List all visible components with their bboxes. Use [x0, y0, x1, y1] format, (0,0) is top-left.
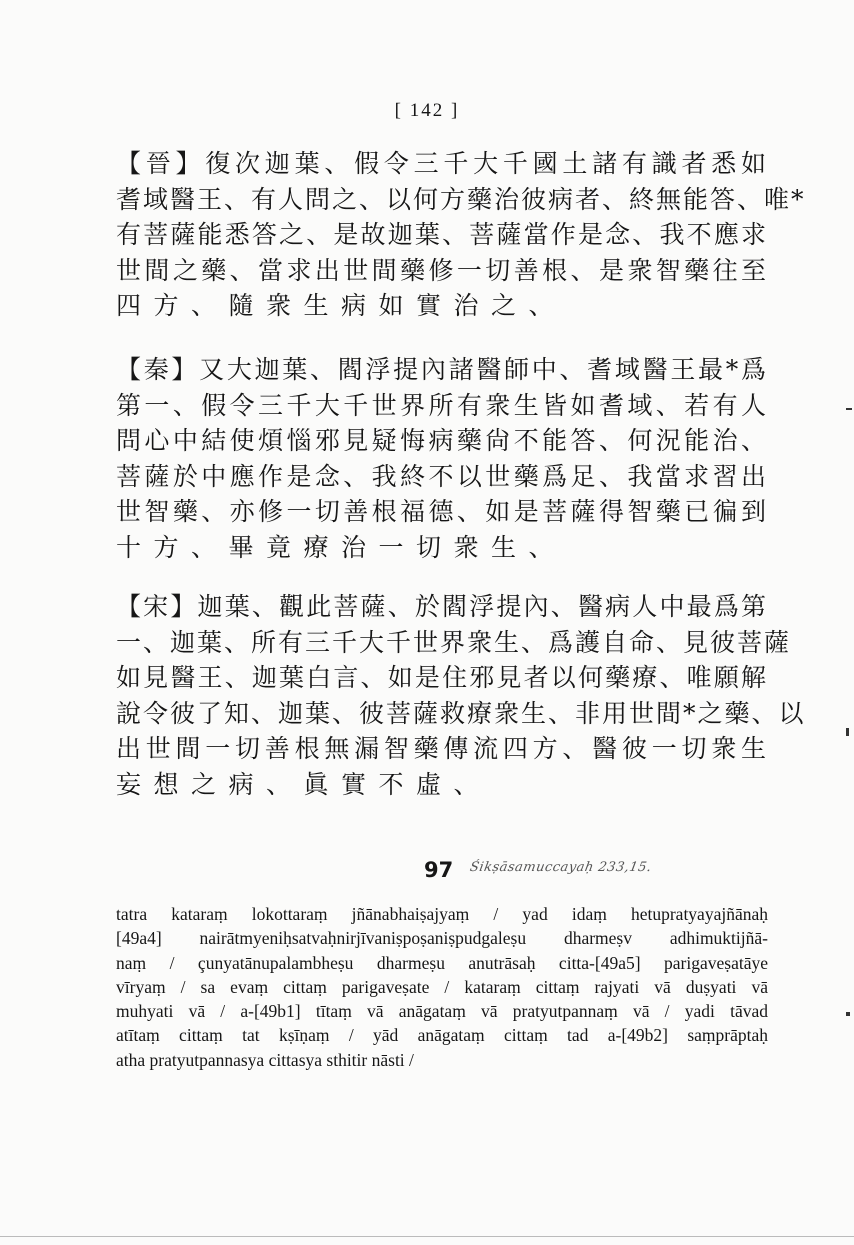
scan-speck: [846, 408, 852, 410]
text-line: tatra kataraṃ lokottaraṃ jñānabhaiṣajyaṃ / yad idaṃ hetupratyayajñānaḥ: [116, 904, 768, 924]
paragraph-jin: [116, 146, 806, 324]
text-line: 第一、假令三千大千世界所有衆生皆如耆域、若有人: [116, 390, 768, 420]
text-line: 妄想之病、眞實不虛、: [116, 769, 492, 799]
text-line: 有菩薩能悉答之、是故迦葉、菩薩當作是念、我不應求: [116, 220, 768, 249]
scan-speck: [846, 1012, 850, 1016]
text-line: 出世間一切善根無漏智藥傳流四方、醫彼一切衆生: [116, 734, 768, 763]
text-line: 【秦】又大迦葉、閻浮提內諸醫師中、耆域醫王最*爲: [116, 355, 768, 384]
section-number: 97: [424, 858, 454, 882]
text-line: 一、迦葉、所有三千大千世界衆生、爲護自命、見彼菩薩: [116, 627, 792, 657]
text-line: muhyati vā / a-[49b1] tītaṃ vā anāgataṃ vā pratyutpannaṃ vā / yadi tāvad: [116, 1001, 768, 1022]
paragraph-qin: [116, 352, 768, 565]
text-line: 說令彼了知、迦葉、彼菩薩救療衆生、非用世間*之藥、以: [116, 698, 806, 728]
text-line: 十方、畢竟療治一切衆生、: [116, 532, 567, 562]
text-line: vīryaṃ / sa evaṃ cittaṃ parigaveṣate / kataraṃ cittaṃ rajyati vā duṣyati vā: [116, 976, 768, 997]
text-line: atha pratyutpannasya cittasya sthitir nāsti /: [116, 1049, 414, 1070]
scan-speck: [846, 728, 849, 736]
text-line: [49a4] nairātmyeniḥsatvaḥnirjīvaniṣpoṣaniṣpudgaleṣu dharmeṣv adhimuktijñā-: [116, 928, 768, 949]
page-number: [ 142 ]: [394, 100, 460, 121]
text-line: atītaṃ cittaṃ tat kṣīṇaṃ / yād anāgataṃ cittaṃ tad a-[49b2] saṃprāptaḥ: [116, 1025, 768, 1046]
paragraph-song: [116, 589, 806, 802]
text-line: 如見醫王、迦葉白言、如是住邪見者以何藥療、唯願解: [116, 663, 768, 692]
text-line: 【晉】復次迦葉、假令三千大千國土諸有識者悉如: [116, 149, 768, 178]
handwritten-note: Śikṣāsamuccayaḥ 233,15.: [468, 860, 653, 875]
text-line: 四方、隨衆生病如實治之、: [116, 291, 567, 320]
text-line: 世間之藥、當求出世間藥修一切善根、是衆智藥往至: [116, 255, 768, 285]
text-line: 問心中結使煩惱邪見疑悔病藥尙不能答、何況能治、: [116, 426, 768, 455]
scan-edge: [0, 1236, 854, 1237]
text-line: 世智藥、亦修一切善根福德、如是菩薩得智藥已徧到: [116, 497, 768, 526]
sanskrit-passage: [116, 902, 768, 1072]
text-line: 菩薩於中應作是念、我終不以世藥爲足、我當求習出: [116, 461, 768, 491]
text-line: 【宋】迦葉、觀此菩薩、於閻浮提內、醫病人中最爲第: [116, 592, 768, 621]
text-line: naṃ / çunyatānupalambheṣu dharmeṣu anutrāsaḥ citta-[49a5] parigaveṣatāye: [116, 952, 768, 973]
text-line: 耆域醫王、有人問之、以何方藥治彼病者、終無能答、唯*: [116, 184, 806, 214]
